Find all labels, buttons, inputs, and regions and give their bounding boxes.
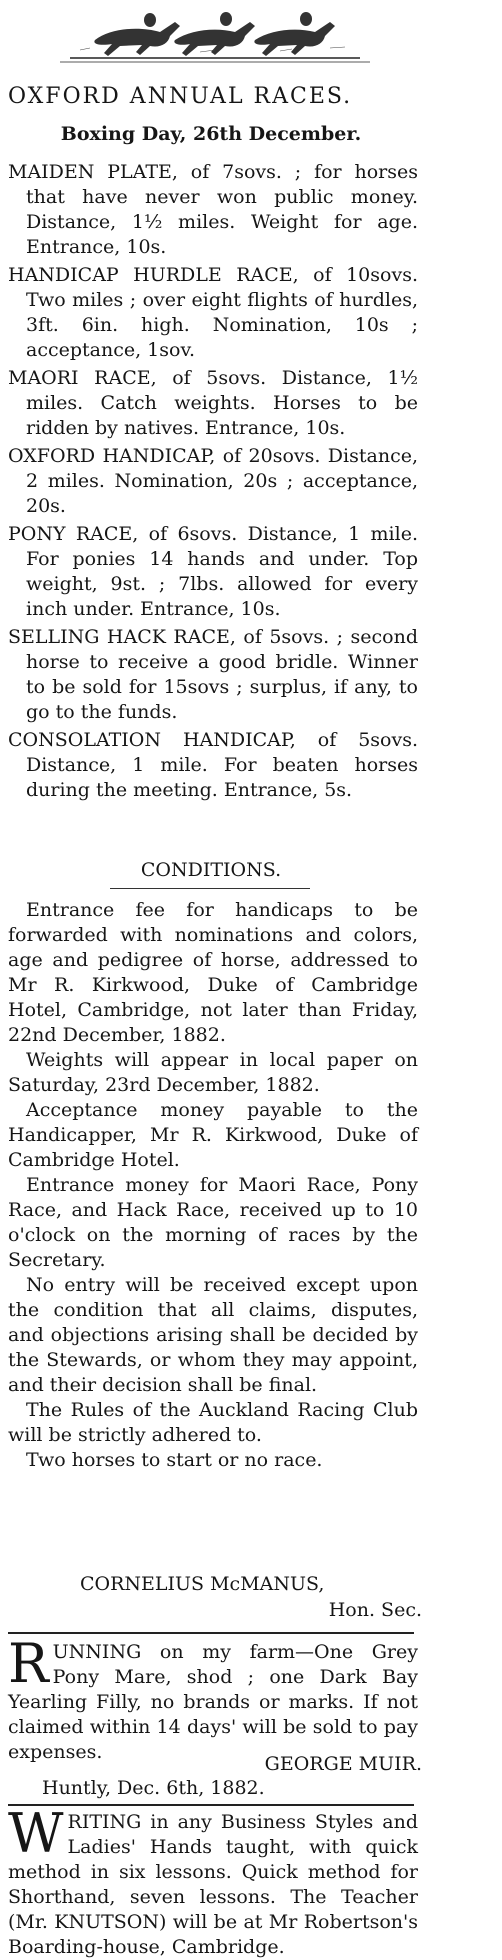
secretary-title: Hon. Sec. bbox=[328, 1599, 422, 1621]
condition-paragraph: Acceptance money payable to the Handicapper, Mr R. Kirkwood, Duke of Cambridge Hotel. bbox=[8, 1099, 418, 1171]
condition-paragraph: No entry will be received except upon the condition that all claims, disputes, and objections arising shall be decided by the Stewards, or whom they may appoint, and their decision shall be final. bbox=[8, 1274, 418, 1396]
race-list bbox=[0, 160, 422, 803]
page-title: OXFORD ANNUAL RACES. bbox=[8, 84, 353, 109]
notice-dateline: Huntly, Dec. 6th, 1882. bbox=[42, 1777, 265, 1799]
race-entry: MAIDEN PLATE, of 7sovs. ; for horses that have never won public money. Distance, 1½ miles. Weight for age. Entrance, 10s. bbox=[8, 161, 418, 258]
race-entry: CONSOLATION HANDICAP, of 5sovs. Distance, 1 mile. For beaten horses during the meeting. Entrance, 5s. bbox=[8, 729, 418, 801]
conditions-text bbox=[0, 898, 422, 1473]
condition-paragraph: The Rules of the Auckland Racing Club will be strictly adhered to. bbox=[8, 1399, 418, 1446]
race-entry: SELLING HACK RACE, of 5sovs. ; second horse to receive a good bridle. Winner to be sold for 15sovs ; surplus, if any, to go to the funds. bbox=[8, 626, 418, 723]
notice-text: RITING in any Business Styles and Ladies' Hands taught, with quick method in six lessons. Quick method for Shorthand, seven lessons. The Teacher (Mr. KNUTSON) will be at Mr Robertson's Boarding-house, Cambridge. bbox=[8, 1811, 418, 1958]
writing-lessons-notice bbox=[0, 1802, 422, 1960]
race-entry: PONY RACE, of 6sovs. Distance, 1 mile. For ponies 14 hands and under. Top weight, 9st. ; 7lbs. allowed for every inch under. Entrance, 10s. bbox=[8, 523, 418, 620]
stray-horses-notice bbox=[0, 1632, 422, 1765]
race-entry: MAORI RACE, of 5sovs. Distance, 1½ miles. Catch weights. Horses to be ridden by natives. Entrance, 10s. bbox=[8, 367, 418, 439]
divider bbox=[110, 888, 310, 889]
divider bbox=[8, 1632, 414, 1634]
drop-cap: R bbox=[8, 1632, 49, 1695]
divider bbox=[8, 1804, 414, 1806]
condition-paragraph: Entrance fee for handicaps to be forwarded with nominations and colors, age and pedigree of horse, addressed to Mr R. Kirkwood, Duke of Cambridge Hotel, Cambridge, not later than Friday, 22nd December, 1882. bbox=[8, 899, 418, 1046]
subtitle: Boxing Day, 26th December. bbox=[60, 123, 362, 145]
notice-signature: GEORGE MUIR. bbox=[264, 1753, 422, 1775]
header-illustration bbox=[0, 0, 422, 72]
condition-paragraph: Entrance money for Maori Race, Pony Race, and Hack Race, received up to 10 o'clock on the morning of races by the Secretary. bbox=[8, 1174, 418, 1271]
title-block bbox=[0, 84, 422, 110]
conditions-heading: CONDITIONS. bbox=[140, 859, 282, 881]
race-entry: OXFORD HANDICAP, of 20sovs. Distance, 2 miles. Nomination, 20s ; acceptance, 20s. bbox=[8, 445, 418, 517]
condition-paragraph: Weights will appear in local paper on Saturday, 23rd December, 1882. bbox=[8, 1049, 418, 1096]
notice-text: UNNING on my farm—One Grey Pony Mare, shod ; one Dark Bay Yearling Filly, no brands or marks. If not claimed within 14 days' will be sold to pay expenses. bbox=[8, 1641, 418, 1763]
race-entry: HANDICAP HURDLE RACE, of 10sovs. Two miles ; over eight flights of hurdles, 3ft. 6in. high. Nomination, 10s ; acceptance, 1sov. bbox=[8, 264, 418, 361]
secretary-name: CORNELIUS McMANUS, bbox=[80, 1573, 325, 1595]
drop-cap: W bbox=[8, 1802, 64, 1865]
condition-paragraph: Two horses to start or no race. bbox=[26, 1449, 323, 1471]
horse-racing-illustration bbox=[0, 0, 422, 72]
